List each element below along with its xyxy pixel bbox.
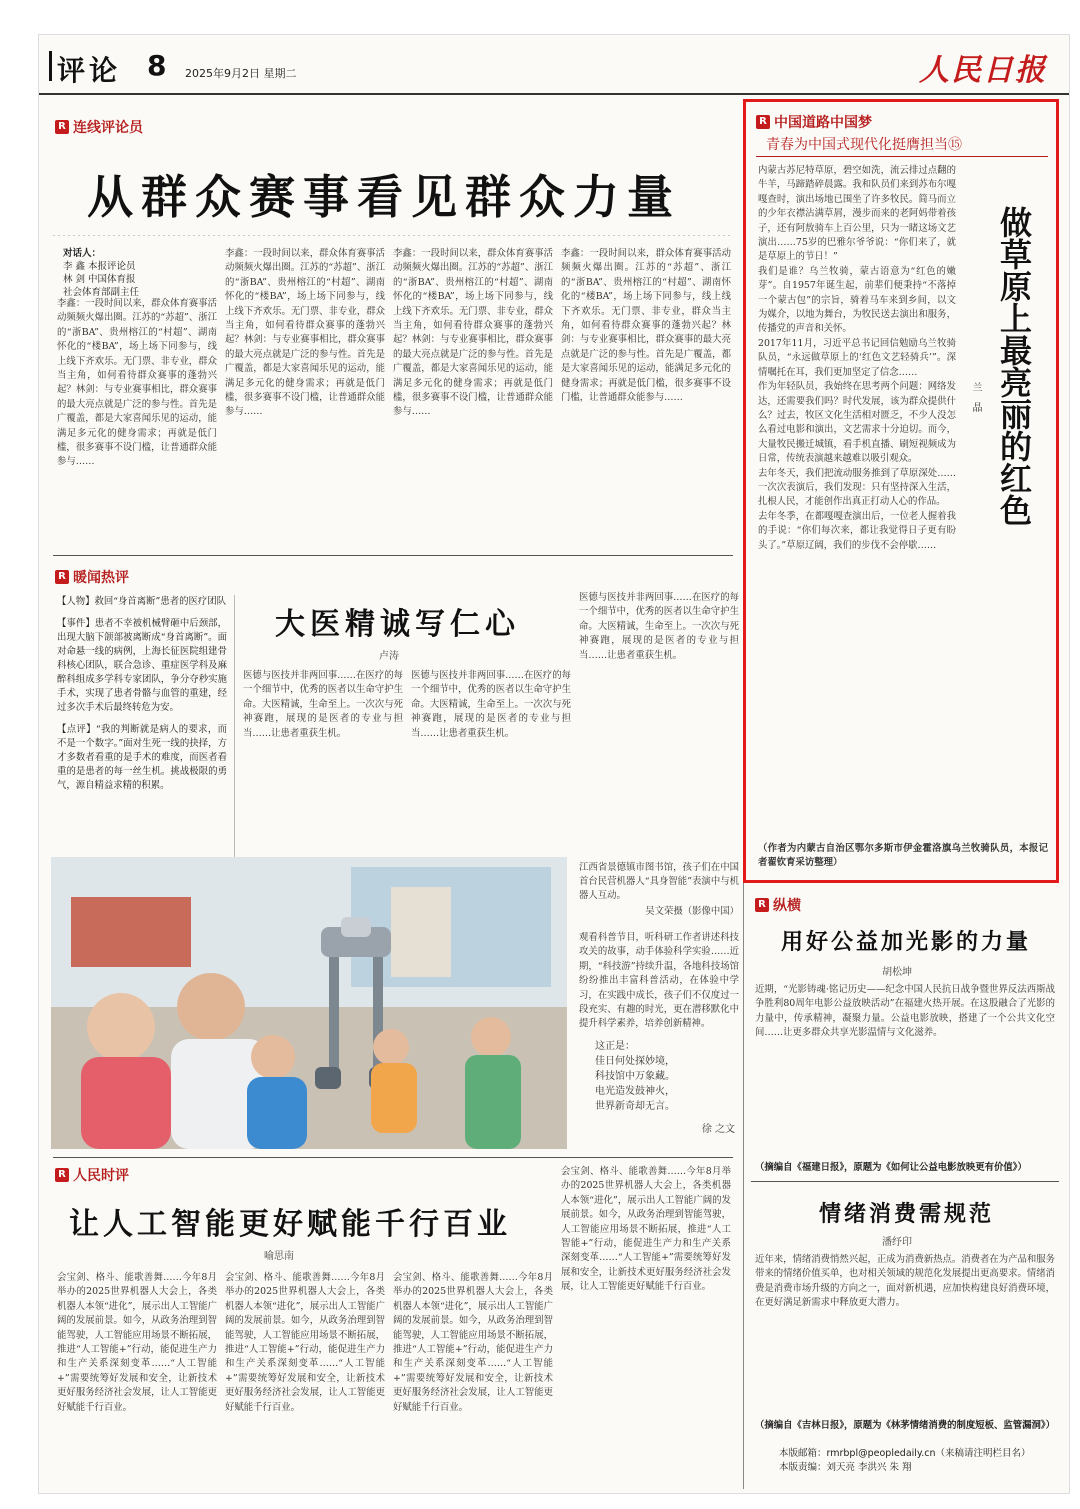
- feature-highlight-box: [743, 99, 1059, 883]
- article1-col3: 李鑫：一段时间以来，群众体育赛事活动频频火爆出圈。江苏的“苏超”、浙江的“浙BA”、贵州榕江的“村超”、湖南怀化的“楼BA”，场上场下同参与，线上线下齐欢乐。无门票、非专业，群众当主角，如何看待群众赛事的蓬勃兴起？林剑：与专业赛事相比，群众赛事的最大亮点就是广泛的参与性。首先是广覆盖，都是大家喜闻乐见的运动，能满足多元化的健身需求；再就是低门槛，很多赛事不设门槛，让普通群众能参与……: [393, 248, 553, 418]
- column-divider: [234, 595, 235, 865]
- article4-title: 情绪消费需规范: [819, 1202, 995, 1227]
- photo-caption: [579, 861, 739, 919]
- r-badge-icon: R: [756, 115, 770, 129]
- r-badge-icon: R: [755, 898, 769, 912]
- footer-editors: 本版责编：刘天亮 李洪兴 朱 翔: [779, 1462, 912, 1473]
- r-badge-icon: R: [55, 1168, 69, 1182]
- side-comment: 【点评】“我的判断就是病人的要求，而不是一个数字。”面对生死一线的抉择，方才多数者看重的是手术的难度，而医者看重的是患者的每一丝生机。挑战极限的勇气，源自精益求精的积累。: [57, 724, 227, 791]
- column-label-lianxian: [55, 117, 143, 137]
- article5-col1: 会宝剑、格斗、能歌善舞……今年8月举办的2025世界机器人大会上，各类机器人本领“进化”，展示出人工智能广阔的发展前景。如今，从政务治理到智能驾驶，人工智能应用场景不断拓展，推进“人工智能+”行动，能促进生产力和生产关系深刻变革……“人工智能+”需要统筹好发展和安全，让新技术更好服务经济社会发展，让人工智能更好赋能千行百业。: [57, 1272, 217, 1413]
- article1-col1: 李鑫：一段时间以来，群众体育赛事活动频频火爆出圈。江苏的“苏超”、浙江的“浙BA”、贵州榕江的“村超”、湖南怀化的“楼BA”，场上场下同参与，线上线下齐欢乐。无门票、非专业，群众当主角，如何看待群众赛事的蓬勃兴起？林剑：与专业赛事相比，群众赛事的最大亮点就是广泛的参与性。首先是广覆盖，都是大家喜闻乐见的运动，能满足多元化的健身需求；再就是低门槛，很多赛事不设门槛，让普通群众能参与……: [57, 298, 217, 468]
- poem-author: 徐 之文: [701, 1124, 735, 1135]
- column-label-zhongguomeng: [756, 112, 872, 132]
- footer: [779, 1447, 1059, 1475]
- column-label-text: 纵横: [773, 898, 801, 914]
- side-topic: 【人物】救回“身首离断”患者的医疗团队: [57, 596, 226, 607]
- photo-credit: 吴文荣摄（影像中国）: [645, 906, 739, 917]
- article4-body: 近年来，情绪消费悄然兴起，正成为消费新热点。消费者在为产品和服务带来的情绪价值买单，也对相关领域的规范化发展提出更高要求。情绪消费是消费市场升级的方向之一，面对新机遇，应加快构建良好消费环境，在更好满足新需求中释放更大潜力。: [755, 1254, 1055, 1309]
- news-photo: [51, 857, 567, 1149]
- column-label-text: 人民时评: [73, 1168, 129, 1184]
- page-number: 8: [147, 49, 167, 82]
- dialogue-header: [63, 247, 233, 299]
- r-badge-icon: R: [55, 570, 69, 584]
- section-divider: [53, 1157, 733, 1158]
- feature-title: 做草原上最亮丽的红色: [995, 206, 1033, 526]
- feature-note: （作者为内蒙古自治区鄂尔多斯市伊金霍洛旗乌兰牧骑队员，本报记者翟钦育采访整理）: [758, 843, 1048, 869]
- section-bar: [49, 51, 52, 81]
- column-label-text: 暖闻热评: [73, 570, 129, 586]
- section-title: 评论: [57, 54, 122, 87]
- article4-source: （摘编自《吉林日报》，原题为《林茅情绪消费的制度短板、监管漏洞》）: [755, 1420, 1055, 1431]
- article1-col4: 李鑫：一段时间以来，群众体育赛事活动频频火爆出圈。江苏的“苏超”、浙江的“浙BA”、贵州榕江的“村超”、湖南怀化的“楼BA”，场上场下同参与，线上线下齐欢乐。无门票、非专业，群众当主角，如何看待群众赛事的蓬勃兴起？林剑：与专业赛事相比，群众赛事的最大亮点就是广泛的参与性。首先是广覆盖，都是大家喜闻乐见的运动，能满足多元化的健身需求；再就是低门槛，很多赛事不设门槛，让普通群众能参与……: [561, 248, 731, 404]
- article1-title: 从群众赛事看见群众力量: [87, 170, 681, 224]
- side-event: 【事件】患者不幸被机械臂砸中后颈部，出现大脑下颌部被离断成“身首离断”。面对命悬一线的病例，上海长征医院组建骨科核心团队，联合急诊、重症医学科及麻醉科组成多学科专家团队，争分夺秒实施手术，实现了患者骨骼与血管的重建，经过多次手术后最终转危为安。: [57, 618, 227, 713]
- poem-line: 科技馆中万象藏。: [595, 1071, 675, 1082]
- issue-date: 2025年9月2日 星期二: [185, 67, 297, 80]
- feature-rule: [756, 156, 1048, 157]
- poem: [595, 1039, 735, 1137]
- masthead: [39, 35, 1070, 95]
- feature-author: 兰晶: [970, 382, 981, 422]
- newspaper-page: [38, 34, 1070, 1494]
- side-box: [57, 595, 227, 865]
- article5-col2: 会宝剑、格斗、能歌善舞……今年8月举办的2025世界机器人大会上，各类机器人本领“进化”，展示出人工智能广阔的发展前景。如今，从政务治理到智能驾驶，人工智能应用场景不断拓展，推进“人工智能+”行动，能促进生产力和生产关系深刻变革……“人工智能+”需要统筹好发展和安全，让新技术更好服务经济社会发展，让人工智能更好赋能千行百业。: [225, 1272, 385, 1413]
- article3-title: 用好公益加光影的力量: [781, 930, 1032, 955]
- article5-col3: 会宝剑、格斗、能歌善舞……今年8月举办的2025世界机器人大会上，各类机器人本领“进化”，展示出人工智能广阔的发展前景。如今，从政务治理到智能驾驶，人工智能应用场景不断拓展，推进“人工智能+”行动，能促进生产力和生产关系深刻变革……“人工智能+”需要统筹好发展和安全，让新技术更好服务经济社会发展，让人工智能更好赋能千行百业。: [393, 1272, 553, 1413]
- footer-email: 本版邮箱：rmrbpl@peopledaily.cn（来稿请注明栏目名）: [779, 1448, 1031, 1459]
- photo-illustration: [51, 857, 567, 1149]
- article2-author: 卢涛: [379, 651, 399, 662]
- article2-col3: 医德与医技并非两回事……在医疗的每一个细节中，优秀的医者以生命守护生命。大医精诚，生命至上。一次次与死神赛跑，展现的是医者的专业与担当……让患者重获生机。: [579, 592, 739, 661]
- dialogue-label: 对话人：: [63, 248, 102, 259]
- article5-author: 喻思南: [264, 1251, 294, 1262]
- article3-source: （摘编自《福建日报》，原题为《如何让公益电影放映更有价值》）: [755, 1162, 1027, 1173]
- poem-line: 世界新奇却无言。: [595, 1101, 675, 1112]
- article5-col4: 会宝剑、格斗、能歌善舞……今年8月举办的2025世界机器人大会上，各类机器人本领“进化”，展示出人工智能广阔的发展前景。如今，从政务治理到智能驾驶，人工智能应用场景不断拓展，推进“人工智能+”行动，能促进生产力和生产关系深刻变革……“人工智能+”需要统筹好发展和安全，让新技术更好服务经济社会发展，让人工智能更好赋能千行百业。: [561, 1166, 731, 1293]
- article5-title: 让人工智能更好赋能千行百业: [69, 1207, 511, 1242]
- column-label-shiping: [55, 1165, 129, 1185]
- person-2: 林 剑 中国体育报: [63, 274, 136, 285]
- poem-intro: 观看科普节目，听科研工作者讲述科技攻关的故事，动手体验科学实验……近期，“科技游”持续升温，各地科技场馆纷纷推出丰富科普活动，在体验中学习，在实践中成长，孩子们不仅度过一段充实、有趣的时光，更在潜移默化中提升科学素养，培养创新精神。: [579, 932, 739, 1030]
- photo-caption-text: 江西省景德镇市图书馆，孩子们在中国首台民营机器人“具身智能”表演中与机器人互动。: [579, 862, 739, 901]
- article4-author: 潘纾印: [882, 1237, 912, 1248]
- article2-col2: 医德与医技并非两回事……在医疗的每一个细节中，优秀的医者以生命守护生命。大医精诚，生命至上。一次次与死神赛跑，展现的是医者的专业与担当……让患者重获生机。: [411, 670, 571, 739]
- poem-line: 佳日何处探妙境，: [595, 1056, 675, 1067]
- column-label-text: 连线评论员: [73, 120, 143, 136]
- person-2-title: 社会体育部副主任: [63, 287, 140, 298]
- stripe-divider: [53, 235, 733, 236]
- poem-line: 这正是：: [595, 1041, 635, 1052]
- article1-col2: 李鑫：一段时间以来，群众体育赛事活动频频火爆出圈。江苏的“苏超”、浙江的“浙BA”、贵州榕江的“村超”、湖南怀化的“楼BA”，场上场下同参与，线上线下齐欢乐。无门票、非专业，群众当主角，如何看待群众赛事的蓬勃兴起？林剑：与专业赛事相比，群众赛事的最大亮点就是广泛的参与性。首先是广覆盖，都是大家喜闻乐见的运动，能满足多元化的健身需求；再就是低门槛，很多赛事不设门槛，让普通群众能参与……: [225, 248, 385, 418]
- column-label-zongheng: [755, 895, 801, 915]
- section-divider: [751, 1181, 1059, 1182]
- article3-body: 近期，“光影铸魂·铭记历史——纪念中国人民抗日战争暨世界反法西斯战争胜利80周年电影公益放映活动”在福建火热开展。在这股融合了光影的力量中，传承精神，凝聚力量。公益电影放映，搭建了一个公共文化空间……让更多群众共享光影温情与文化滋养。: [755, 984, 1055, 1039]
- section-divider: [53, 555, 733, 556]
- poem-line: 电光造发鼓神火，: [595, 1086, 675, 1097]
- column-label-nuanwen: [55, 567, 129, 587]
- person-1: 李 鑫 本报评论员: [63, 261, 136, 272]
- article3-author: 胡松坤: [882, 967, 912, 978]
- article2-col1: 医德与医技并非两回事……在医疗的每一个细节中，优秀的医者以生命守护生命。大医精诚，生命至上。一次次与死神赛跑，展现的是医者的专业与担当……让患者重获生机。: [243, 670, 403, 739]
- feature-body: 内蒙古苏尼特草原，碧空如洗，流云排过点翻的牛羊，马蹄踏碎晨露。我和队员们来到苏布尔嘎嘎查时，演出场地已围坐了许多牧民。简马而立的少年衣襟沾满草屑，漫步而来的老阿妈带着孩子，还有阿敖骑车上百公里，只为一睹这场文艺演出……75岁的巴雅尔爷爷说：“你们来了，就是草原上的节日！” 我们是谁？乌兰牧骑，蒙古语意为“红色的嫩芽”。自1957年诞生起，前辈们便秉持“不落掉一个蒙古包”的宗旨，骑着马车来到乡间，以文为媒介，以地为舞台，为牧民送去演出和服务，传播党的声音和关怀。 2017年11月，习近平总书记回信勉励乌兰牧骑队员，“永远做草原上的‘红色文艺轻骑兵’”。深情嘱托在耳，我们更加坚定了信念…… 作为年轻队员，我始终在思考两个问题：网络发达，还需要我们吗？时代发展，该为群众提供什么？过去，牧区文化生活相对匮乏，不少人没怎么看过电影和演出，文艺需求十分迫切。而今，大量牧民搬迁城镇，看手机直播、刷短视频成为日常，传统表演越来越难以吸引观众。 去年冬天，我们把流动服务推到了草原深处……一次次表演后，我们发现：只有坚持深入生活，扎根人民，才能创作出真正打动人心的作品。 去年冬季，在都嘎嘎查演出后，一位老人握着我的手说：“你们每次来，都让我觉得日子更有盼头了。”草原辽阔，我们的步伐不会停歇……: [758, 165, 956, 551]
- r-badge-icon: R: [55, 120, 69, 134]
- column-label-text: 中国道路中国梦: [774, 115, 872, 131]
- newspaper-logo: 人民日报: [919, 53, 1047, 88]
- feature-series: 青春为中国式现代化挺膺担当⑮: [766, 137, 962, 153]
- article2-title: 大医精诚写仁心: [275, 607, 520, 642]
